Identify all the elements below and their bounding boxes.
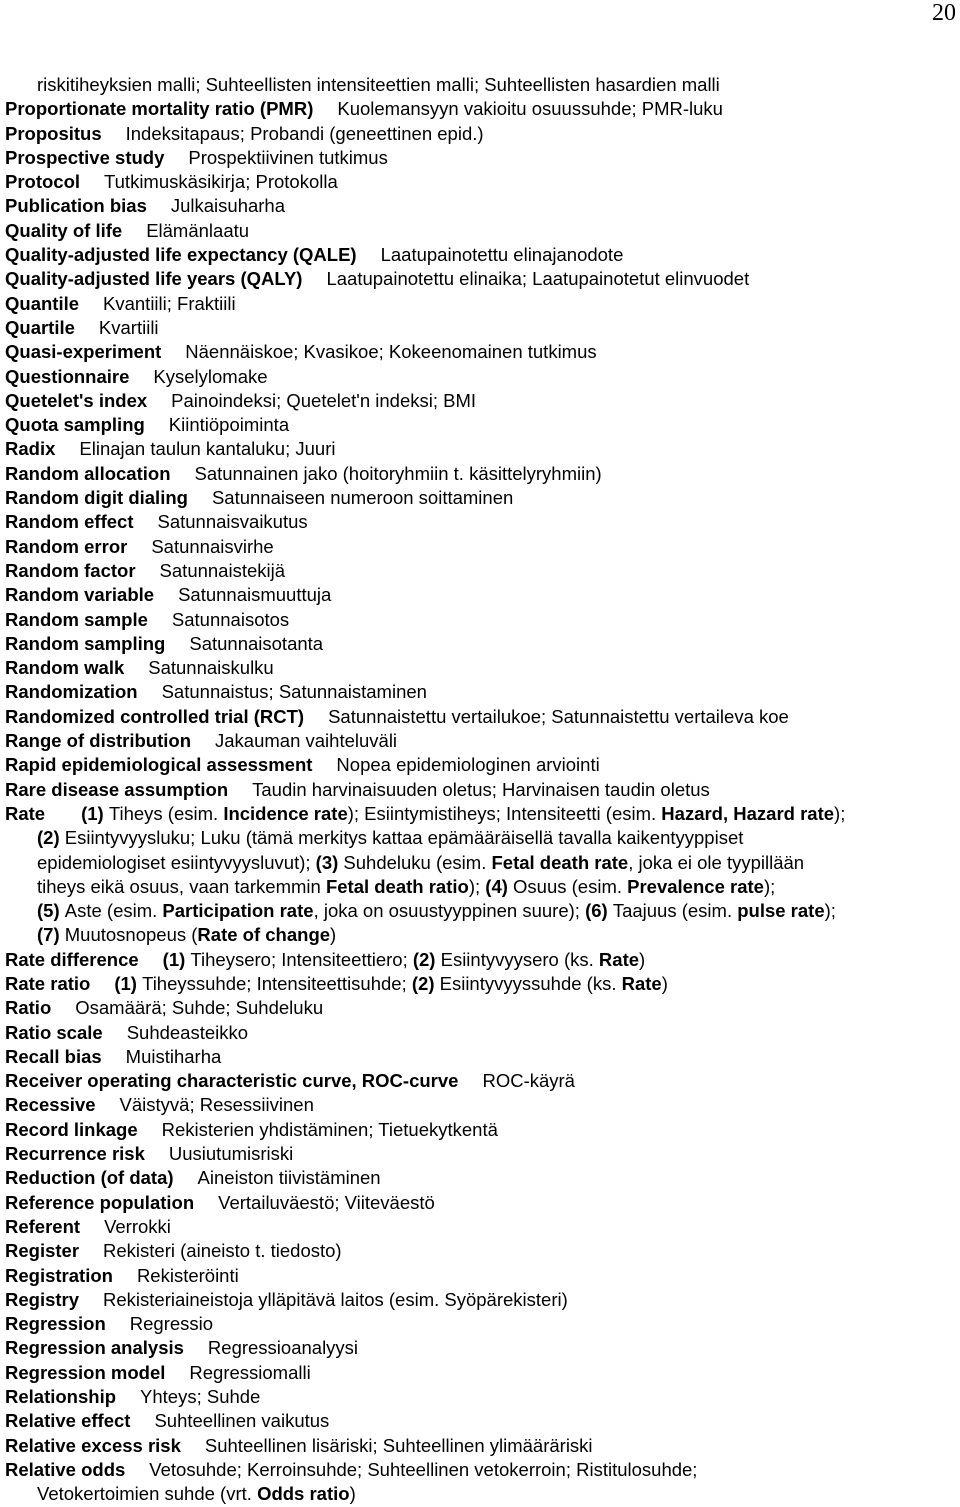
glossary-entry <box>5 559 955 583</box>
definition-text: Suhdeasteikko <box>126 1021 249 1043</box>
glossary-entry <box>5 340 955 364</box>
glossary-list <box>5 73 955 1507</box>
glossary-definition: Satunnaismuuttuja <box>178 584 332 606</box>
glossary-term: Register <box>5 1240 80 1262</box>
glossary-entry <box>5 146 955 170</box>
glossary-definition: Julkaisuharha <box>170 195 286 217</box>
definition-text: , joka on osuustyyppinen suure); <box>313 900 586 922</box>
glossary-entry <box>5 1239 955 1263</box>
glossary-entry <box>5 194 955 218</box>
glossary-entry <box>5 122 955 146</box>
definition-bold-text: (3) <box>315 851 344 873</box>
glossary-definition: Jakauman vaihteluväli <box>215 730 398 752</box>
glossary-entry <box>5 510 955 534</box>
definition-bold-text: Participation rate <box>162 900 314 922</box>
definition-bold-text: (1) <box>81 802 109 824</box>
glossary-definition: Satunnaistekijä <box>159 559 286 581</box>
definition-bold-text: (5) <box>37 900 65 922</box>
glossary-entry <box>5 1409 955 1433</box>
glossary-term: Randomized controlled trial (RCT) <box>5 705 305 727</box>
glossary-entry <box>5 243 955 267</box>
glossary-term: Relative effect <box>5 1410 131 1432</box>
definition-text: Tiheyssuhde; Intensiteettisuhde; <box>142 972 412 994</box>
glossary-entry <box>5 1093 955 1117</box>
definition-text: Väistyvä; Resessiivinen <box>119 1094 314 1116</box>
definition-bold-text: Fetal death rate <box>491 851 629 873</box>
glossary-term: Recessive <box>5 1094 96 1116</box>
glossary-term: Quality-adjusted life years (QALY) <box>5 268 303 290</box>
definition-text: Regressiomalli <box>189 1361 311 1383</box>
glossary-definition: Kyselylomake <box>153 365 268 387</box>
glossary-entry <box>5 316 955 340</box>
glossary-term: Random sampling <box>5 632 166 654</box>
definition-bold-text: (2) <box>411 972 440 994</box>
definition-text: Vertailuväestö; Viiteväestö <box>218 1191 435 1213</box>
glossary-entry <box>5 292 955 316</box>
glossary-term: Relative excess risk <box>5 1434 181 1456</box>
definition-bold-text: (2) <box>412 948 441 970</box>
definition-text: Verrokki <box>104 1215 171 1237</box>
definition-text: ); <box>468 875 486 897</box>
glossary-entry <box>5 389 955 413</box>
glossary-term: Random digit dialing <box>5 487 188 509</box>
glossary-term: Random walk <box>5 657 125 679</box>
glossary-entry <box>5 1361 955 1385</box>
glossary-entry <box>5 97 955 121</box>
glossary-entry <box>5 1482 955 1506</box>
definition-text: Aste (esim. <box>64 900 163 922</box>
glossary-term: Propositus <box>5 122 102 144</box>
definition-bold-text: Rate of change <box>197 924 331 946</box>
glossary-term: Registry <box>5 1288 80 1310</box>
definition-text: Rekisteröinti <box>136 1264 239 1286</box>
glossary-term: Random error <box>5 535 128 557</box>
glossary-entry <box>5 437 955 461</box>
definition-bold-text: (4) <box>485 875 514 897</box>
definition-text: ROC-käyrä <box>482 1070 575 1092</box>
definition-text: Tiheys (esim. <box>108 802 224 824</box>
definition-text: Suhteellinen vaikutus <box>154 1410 330 1432</box>
glossary-entry <box>5 1191 955 1215</box>
glossary-definition: Satunnaiskulku <box>148 657 274 679</box>
glossary-term: Quality of life <box>5 219 123 241</box>
glossary-entry <box>5 705 955 729</box>
glossary-term: Rate ratio <box>5 972 91 994</box>
glossary-entry <box>5 826 955 850</box>
glossary-definition: Kvantiili; Fraktiili <box>103 292 236 314</box>
definition-text: ); Esiintymistiheys; Intensiteetti (esim. <box>347 802 662 824</box>
definition-text: ); <box>834 802 846 824</box>
glossary-definition: Satunnainen jako (hoitoryhmiin t. käsittelyryhmiin) <box>194 462 602 484</box>
glossary-entry <box>5 535 955 559</box>
glossary-term: Proportionate mortality ratio (PMR) <box>5 98 314 120</box>
definition-text: Muistiharha <box>125 1045 222 1067</box>
glossary-entry <box>5 778 955 802</box>
definition-text: Rekisteriaineistoja ylläpitävä laitos (esim. Syöpärekisteri) <box>103 1288 568 1310</box>
glossary-entry <box>5 1312 955 1336</box>
definition-text: ) <box>349 1483 356 1505</box>
glossary-term: Rate <box>5 802 46 824</box>
glossary-term: Random factor <box>5 559 136 581</box>
glossary-term: Record linkage <box>5 1118 138 1140</box>
definition-text: Yhteys; Suhde <box>140 1386 261 1408</box>
glossary-term: Randomization <box>5 681 138 703</box>
glossary-term: Quality-adjusted life expectancy (QALE) <box>5 244 357 266</box>
definition-text: epidemiologiset esiintyvyysluvut); <box>37 851 316 873</box>
glossary-term: Quartile <box>5 316 75 338</box>
definition-text: Vetosuhde; Kerroinsuhde; Suhteellinen vetokerroin; Ristitulosuhde; <box>149 1458 698 1480</box>
definition-bold-text: (6) <box>585 900 613 922</box>
glossary-definition: Prospektiivinen tutkimus <box>188 146 388 168</box>
definition-text: Osamäärä; Suhde; Suhdeluku <box>75 997 324 1019</box>
glossary-definition: Laatupainotettu elinaika; Laatupainotetut elinvuodet <box>326 268 750 290</box>
glossary-definition: Taudin harvinaisuuden oletus; Harvinaisen taudin oletus <box>252 778 710 800</box>
glossary-definition: Satunnaiseen numeroon soittaminen <box>211 487 514 509</box>
glossary-entry <box>5 632 955 656</box>
glossary-term: Ratio scale <box>5 1021 103 1043</box>
definition-text: Rekisterien yhdistäminen; Tietuekytkentä <box>161 1118 498 1140</box>
glossary-entry <box>5 1021 955 1045</box>
glossary-term: Prospective study <box>5 146 165 168</box>
glossary-term: Referent <box>5 1215 81 1237</box>
definition-text: Regressioanalyysi <box>207 1337 359 1359</box>
glossary-entry <box>5 73 955 97</box>
definition-text: Vetokertoimien suhde (vrt. <box>37 1483 258 1505</box>
glossary-definition: riskitiheyksien malli; Suhteellisten intensiteettien malli; Suhteellisten hasardien malli <box>37 74 720 95</box>
glossary-term: Reference population <box>5 1191 195 1213</box>
definition-bold-text: Rate <box>621 972 662 994</box>
glossary-term: Regression <box>5 1313 106 1335</box>
glossary-definition: Tutkimuskäsikirja; Protokolla <box>104 171 338 193</box>
glossary-term: Random allocation <box>5 462 171 484</box>
definition-bold-text: Incidence rate <box>223 802 348 824</box>
definition-text: Taajuus (esim. <box>612 900 738 922</box>
glossary-term: Registration <box>5 1264 113 1286</box>
glossary-term: Protocol <box>5 171 81 193</box>
glossary-definition: Satunnaisvaikutus <box>157 511 308 533</box>
definition-bold-text: (1) <box>114 972 143 994</box>
glossary-entry <box>5 996 955 1020</box>
glossary-term: Regression model <box>5 1361 166 1383</box>
definition-text: Suhdeluku (esim. <box>343 851 492 873</box>
glossary-term: Recall bias <box>5 1045 102 1067</box>
glossary-entry <box>5 462 955 486</box>
glossary-definition: Laatupainotettu elinajanodote <box>380 244 624 266</box>
definition-text: ) <box>639 948 646 970</box>
glossary-definition: Satunnaisotanta <box>189 632 324 654</box>
glossary-term: Radix <box>5 438 56 460</box>
glossary-entry <box>5 1288 955 1312</box>
glossary-term: Quetelet's index <box>5 389 148 411</box>
glossary-entry <box>5 608 955 632</box>
definition-bold-text: pulse rate <box>737 900 825 922</box>
glossary-term: Publication bias <box>5 195 147 217</box>
glossary-entry <box>5 680 955 704</box>
glossary-entry <box>5 1385 955 1409</box>
definition-bold-text: (2) <box>37 827 65 849</box>
glossary-entry <box>5 972 955 996</box>
glossary-definition: Satunnaisvirhe <box>151 535 274 557</box>
glossary-entry <box>5 219 955 243</box>
definition-text: Rekisteri (aineisto t. tiedosto) <box>103 1240 342 1262</box>
glossary-definition: Elinajan taulun kantaluku; Juuri <box>79 438 336 460</box>
glossary-definition: Satunnaistus; Satunnaistaminen <box>161 681 427 703</box>
glossary-definition: Painoindeksi; Quetelet'n indeksi; BMI <box>171 389 477 411</box>
glossary-definition: Indeksitapaus; Probandi (geneettinen epid.) <box>125 122 484 144</box>
glossary-definition: Kiintiöpoiminta <box>168 414 290 436</box>
glossary-definition: Nopea epidemiologinen arviointi <box>336 754 600 776</box>
definition-bold-text: Odds ratio <box>257 1483 350 1505</box>
glossary-entry <box>5 899 955 923</box>
glossary-term: Range of distribution <box>5 730 192 752</box>
definition-bold-text: (1) <box>162 948 191 970</box>
definition-bold-text: Rate <box>598 948 640 970</box>
glossary-entry <box>5 1434 955 1458</box>
glossary-term: Rare disease assumption <box>5 778 229 800</box>
definition-bold-text: Prevalence rate <box>627 875 764 897</box>
glossary-term: Random variable <box>5 584 155 606</box>
glossary-entry <box>5 729 955 753</box>
glossary-term: Questionnaire <box>5 365 130 387</box>
definition-text: Suhteellinen lisäriski; Suhteellinen ylimääräriski <box>204 1434 593 1456</box>
glossary-entry <box>5 267 955 291</box>
definition-text: Tiheysero; Intensiteettiero; <box>190 948 413 970</box>
glossary-entry <box>5 1166 955 1190</box>
glossary-entry <box>5 656 955 680</box>
definition-text: Uusiutumisriski <box>168 1143 294 1165</box>
page-number: 20 <box>932 0 956 26</box>
definition-text: , joka ei ole tyypillään <box>628 851 805 873</box>
glossary-entry <box>5 1069 955 1093</box>
definition-text: Esiintyvyysero (ks. <box>440 948 599 970</box>
definition-text: Osuus (esim. <box>513 875 628 897</box>
definition-bold-text: Fetal death ratio <box>325 875 469 897</box>
glossary-definition: Satunnaistettu vertailukoe; Satunnaistettu vertaileva koe <box>328 705 789 727</box>
glossary-term: Recurrence risk <box>5 1143 145 1165</box>
glossary-definition: Kvartiili <box>98 316 159 338</box>
glossary-term: Relative odds <box>5 1458 126 1480</box>
definition-text: ); <box>824 900 836 922</box>
definition-text: Regressio <box>129 1313 214 1335</box>
glossary-term: Rapid epidemiological assessment <box>5 754 313 776</box>
glossary-entry <box>5 948 955 972</box>
definition-text: tiheys eikä osuus, vaan tarkemmin <box>37 875 326 897</box>
glossary-definition: Elämänlaatu <box>146 219 250 241</box>
glossary-term: Receiver operating characteristic curve, ROC-curve <box>5 1070 459 1092</box>
glossary-definition: Näennäiskoe; Kvasikoe; Kokeenomainen tutkimus <box>185 341 597 363</box>
glossary-term: Random effect <box>5 511 134 533</box>
definition-text: ); <box>763 875 776 897</box>
glossary-term: Random sample <box>5 608 148 630</box>
glossary-definition: Satunnaisotos <box>171 608 290 630</box>
definition-text: Aineiston tiivistäminen <box>197 1167 381 1189</box>
glossary-entry <box>5 486 955 510</box>
glossary-term: Quasi-experiment <box>5 341 162 363</box>
glossary-entry <box>5 875 955 899</box>
definition-bold-text: Hazard, Hazard rate <box>661 802 835 824</box>
glossary-entry <box>5 170 955 194</box>
glossary-term: Quota sampling <box>5 414 145 436</box>
glossary-term: Regression analysis <box>5 1337 184 1359</box>
glossary-entry <box>5 1264 955 1288</box>
glossary-entry <box>5 583 955 607</box>
glossary-term: Ratio <box>5 997 52 1019</box>
definition-text: ) <box>330 924 337 946</box>
glossary-entry <box>5 1215 955 1239</box>
glossary-term: Quantile <box>5 292 80 314</box>
glossary-term: Relationship <box>5 1386 117 1408</box>
glossary-entry <box>5 1336 955 1360</box>
definition-text: ) <box>661 972 668 994</box>
glossary-entry <box>5 1458 955 1482</box>
glossary-definition: Kuolemansyyn vakioitu osuussuhde; PMR-luku <box>337 98 723 120</box>
glossary-entry <box>5 753 955 777</box>
definition-text: Muutosnopeus ( <box>64 924 198 946</box>
glossary-entry <box>5 1142 955 1166</box>
definition-text: Esiintyvyyssuhde (ks. <box>439 972 622 994</box>
glossary-entry <box>5 802 955 826</box>
glossary-entry <box>5 1045 955 1069</box>
glossary-entry <box>5 851 955 875</box>
glossary-entry <box>5 365 955 389</box>
definition-bold-text: (7) <box>37 924 65 946</box>
glossary-entry <box>5 923 955 947</box>
glossary-entry <box>5 413 955 437</box>
definition-text: Esiintyvyysluku; Luku (tämä merkitys kattaa epämääräisellä tavalla kaikentyyppiset <box>64 827 744 849</box>
glossary-term: Reduction (of data) <box>5 1167 174 1189</box>
glossary-term: Rate difference <box>5 948 139 970</box>
glossary-entry <box>5 1118 955 1142</box>
